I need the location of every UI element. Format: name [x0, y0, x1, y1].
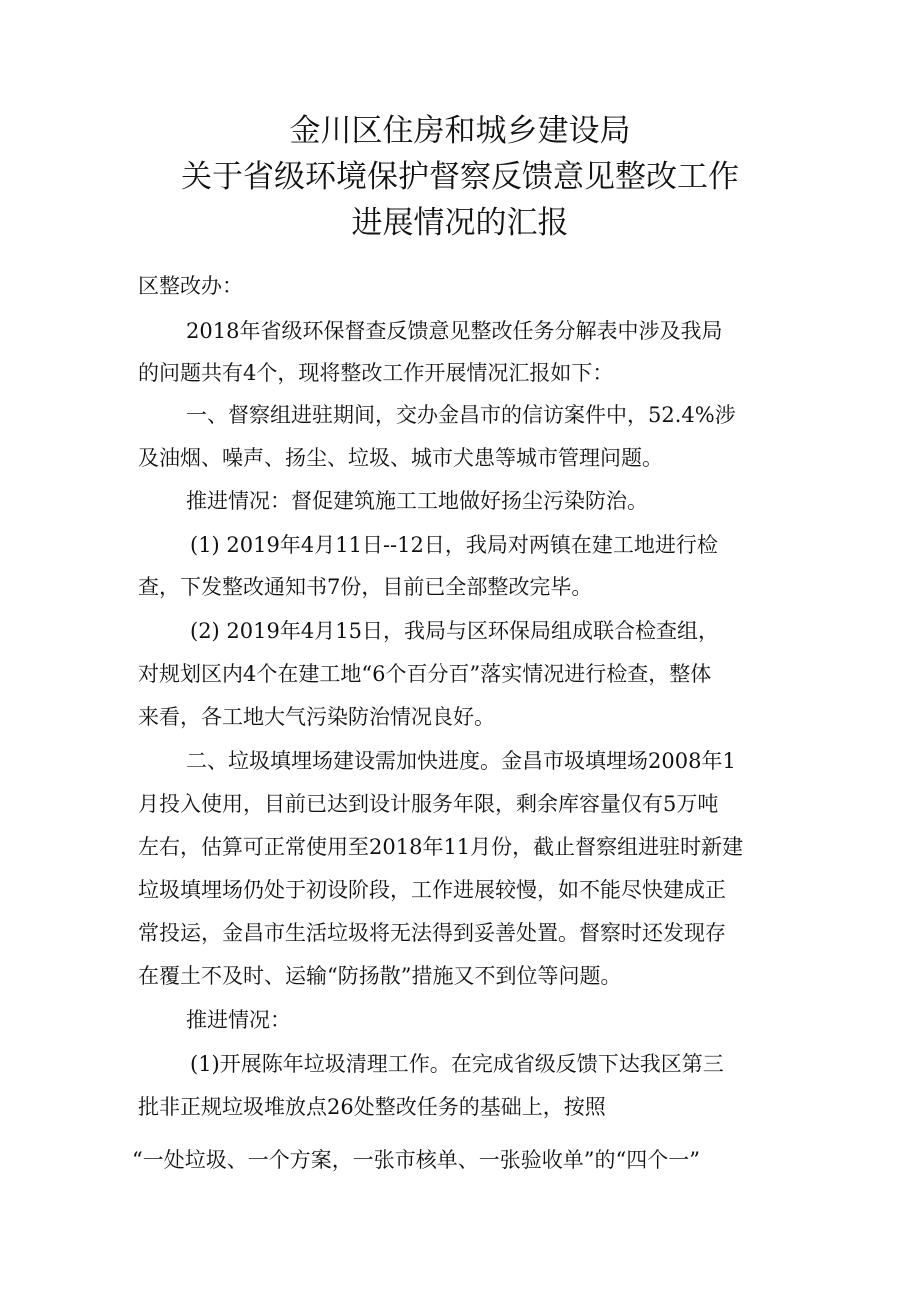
paragraph-line: (2) 2019年4月15日，我局与区环保局组成联合检查组， — [190, 619, 719, 643]
paragraph-line: 一、督察组进驻期间，交办金昌市的信访案件中，52.4%涉 — [186, 403, 736, 427]
title-line-1: 金川区住房和城乡建设局 — [289, 113, 631, 149]
paragraph-line: 垃圾填埋场仍处于初设阶段，工作进展较慢，如不能尽快建成正 — [138, 878, 726, 902]
paragraph-line: 来看，各工地大气污染防治情况良好。 — [138, 705, 495, 729]
paragraph-line: 推进情况：督促建筑施工工地做好扬尘污染防治。 — [186, 489, 648, 513]
paragraph-line: 2018年省级环保督查反馈意见整改任务分解表中涉及我局 — [186, 319, 723, 343]
paragraph-line: 及油烟、噪声、扬尘、垃圾、城市犬患等城市管理问题。 — [138, 446, 663, 470]
title-line-3: 进展情况的汇报 — [351, 205, 569, 241]
paragraph-line: 在覆土不及时、运输“防扬散”措施又不到位等问题。 — [138, 964, 622, 988]
salutation: 区整改办： — [138, 274, 243, 298]
paragraph-line: 的问题共有4个，现将整改工作开展情况汇报如下： — [138, 361, 614, 385]
paragraph-line: 查，下发整改通知书7份，目前已全部整改完毕。 — [138, 575, 593, 599]
paragraph-line: 左右，估算可正常使用至2018年11月份，截止督察组进驻时新建 — [138, 835, 744, 859]
paragraph-line: (1)开展陈年垃圾清理工作。在完成省级反馈下达我区第三 — [190, 1052, 724, 1076]
paragraph-line: “一处垃圾、一个方案，一张市核单、一张验收单”的“四个一” — [132, 1148, 700, 1172]
paragraph-line: 常投运，金昌市生活垃圾将无法得到妥善处置。督察时还发现存 — [138, 921, 726, 945]
paragraph-line: (1) 2019年4月11日--12日，我局对两镇在建工地进行检 — [190, 533, 718, 557]
paragraph-line: 批非正规垃圾堆放点26处整改任务的基础上，按照 — [138, 1095, 606, 1119]
paragraph-line: 推进情况： — [186, 1008, 291, 1032]
paragraph-line: 月投入使用，目前已达到设计服务年限，剩余库容量仅有5万吨 — [138, 792, 719, 816]
paragraph-line: 二、垃圾填埋场建设需加快进度。金昌市圾填埋场2008年1 — [186, 749, 736, 773]
title-line-2: 关于省级环境保护督察反馈意见整改工作 — [181, 159, 739, 195]
document-title — [0, 108, 920, 246]
paragraph-line: 对规划区内4个在建工地“6个百分百”落实情况进行检查，整体 — [138, 662, 712, 686]
